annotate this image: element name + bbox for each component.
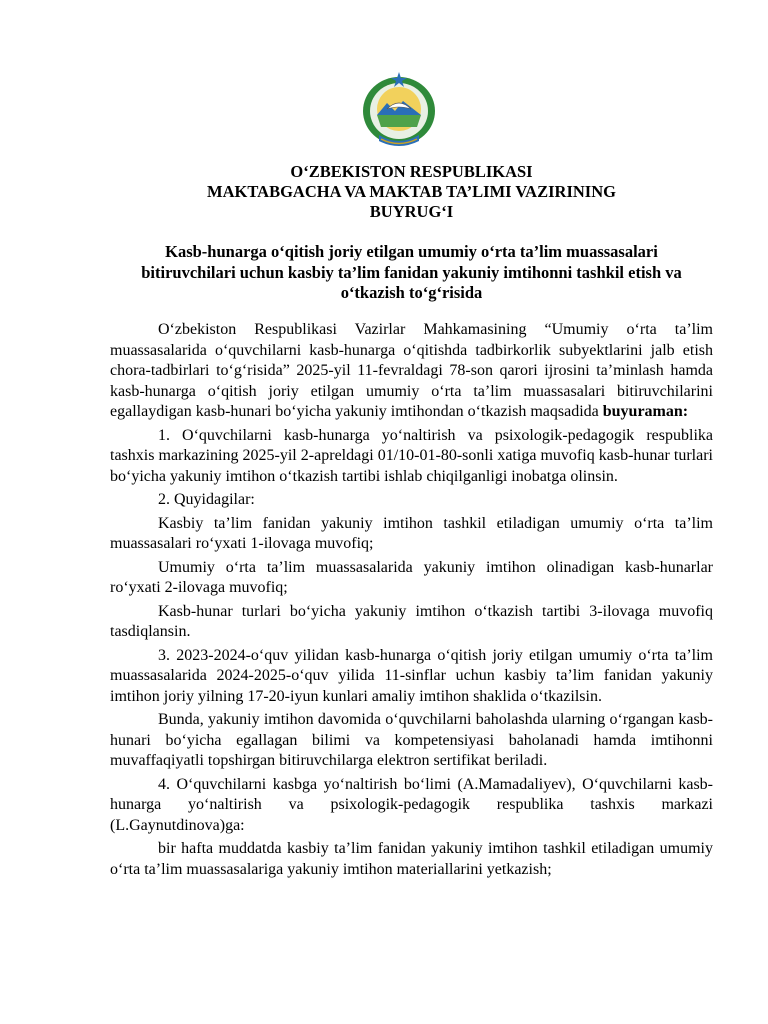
paragraph-2b: Umumiy o‘rta ta’lim muassasalarida yakuniy imtihon olinadigan kasb-hunarlar ro‘yxati 2-ilovaga muvofiq; <box>110 558 713 596</box>
subject-line-3: o‘tkazish to‘g‘risida <box>340 283 483 302</box>
document-header <box>110 162 713 222</box>
document-type: BUYRUG‘I <box>369 202 454 221</box>
document-subject <box>110 242 713 304</box>
paragraph-3a: Bunda, yakuniy imtihon davomida o‘quvchilarni baholashda ularning o‘rgangan kasb-hunari bo‘yicha egallagan bilimi va kompetensiyasi baholanadi hamda imtihonni muvaffaqiyatli topshirgan bitiruvchilarga elektron sertifikat beriladi. <box>110 711 713 769</box>
paragraph-1: 1. O‘quvchilarni kasb-hunarga yo‘naltirish va psixologik-pedagogik respublika tashxis markazining 2025-yil 2-apreldagi 01/10-01-80-sonli xatiga muvofiq kasb-hunar turlari bo‘yicha yakuniy imtihon o‘tkazish tartibi ishlab chiqilganligi inobatga olinsin. <box>110 426 713 485</box>
document-body <box>110 320 713 880</box>
order-word: buyuraman: <box>602 403 689 420</box>
country-name: O‘ZBEKISTON RESPUBLIKASI <box>290 162 533 181</box>
paragraph-3: 3. 2023-2024-o‘quv yilidan kasb-hunarga o‘qitish joriy etilgan umumiy o‘rta ta’lim muassasalarida 2024-2025-o‘quv yilida 11-sinflar uchun kasbiy ta’lim fanidan yakuniy imtihon joriy yilning 17-20-iyun kunlari amaliy imtihon shaklida o‘tkazilsin. <box>110 646 713 705</box>
paragraph-2c: Kasb-hunar turlari bo‘yicha yakuniy imtihon o‘tkazish tartibi 3-ilovaga muvofiq tasdiqlansin. <box>110 602 713 640</box>
state-emblem-icon <box>359 69 439 149</box>
intro-paragraph <box>110 320 713 423</box>
paragraph-2a: Kasbiy ta’lim fanidan yakuniy imtihon tashkil etiladigan umumiy o‘rta ta’lim muassasalari ro‘yxati 1-ilovaga muvofiq; <box>110 514 713 552</box>
paragraph-2: 2. Quyidagilar: <box>158 491 255 508</box>
subject-line-1: Kasb-hunarga o‘qitish joriy etilgan umumiy o‘rta ta’lim muassasalari <box>165 242 658 261</box>
intro-text: O‘zbekiston Respublikasi Vazirlar Mahkamasining “Umumiy o‘rta ta’lim muassasalarida o‘quvchilarni kasb-hunarga o‘qitishda tadbirkorlik subyektlarini jalb etish chora-tadbirlari to‘g‘risida” 2025-yil 11-fevraldagi 78-son qarori ijrosini ta’minlash hamda kasb-hunarga o‘qitish joriy etilgan umumiy o‘rta ta’lim muassasalari bitiruvchilarini egallaydigan kasb-hunari bo‘yicha yakuniy imtihondan o‘tkazish maqsadida <box>110 321 713 420</box>
ministry-name: MAKTABGACHA VA MAKTAB TA’LIMI VAZIRINING <box>207 182 616 201</box>
subject-line-2: bitiruvchilari uchun kasbiy ta’lim fanidan yakuniy imtihonni tashkil etish va <box>141 262 682 282</box>
paragraph-4: 4. O‘quvchilarni kasbga yo‘naltirish bo‘limi (A.Mamadaliyev), O‘quvchilarni kasb-hunarga yo‘naltirish va psixologik-pedagogik respublika tashxis markazi (L.Gaynutdinova)ga: <box>110 775 713 834</box>
paragraph-4a: bir hafta muddatda kasbiy ta’lim fanidan yakuniy imtihon tashkil etiladigan umumiy o‘rta ta’lim muassasalariga yakuniy imtihon materiallarini yetkazish; <box>110 840 713 878</box>
